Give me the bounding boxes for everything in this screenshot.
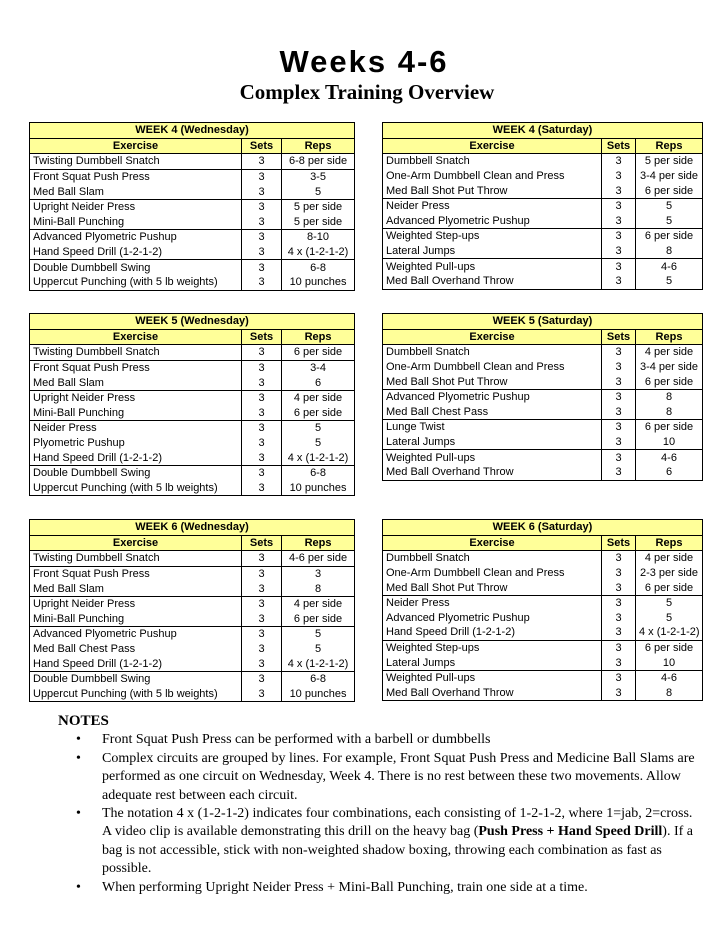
sets-cell: 3 xyxy=(602,169,636,184)
exercise-cell: Advanced Plyometric Pushup xyxy=(30,230,242,245)
exercise-cell: Twisting Dumbbell Snatch xyxy=(30,345,242,361)
sets-column-header: Sets xyxy=(602,535,636,551)
sets-cell: 3 xyxy=(242,245,282,260)
reps-cell: 6 xyxy=(636,465,703,480)
reps-cell: 10 punches xyxy=(282,275,355,290)
sets-cell: 3 xyxy=(242,230,282,245)
exercise-cell: Neider Press xyxy=(383,595,602,610)
table-row xyxy=(383,274,703,289)
sets-cell: 3 xyxy=(602,435,636,450)
reps-column-header: Reps xyxy=(282,535,355,551)
sets-cell: 3 xyxy=(242,390,282,405)
reps-cell: 6 per side xyxy=(636,374,703,389)
table-row xyxy=(383,183,703,198)
week-heading: WEEK 6 (Saturday) xyxy=(383,520,703,536)
sets-cell: 3 xyxy=(242,421,282,436)
sets-cell: 3 xyxy=(602,229,636,244)
exercise-cell: Advanced Plyometric Pushup xyxy=(383,611,602,626)
exercise-cell: Lateral Jumps xyxy=(383,435,602,450)
exercise-cell: Weighted Pull-ups xyxy=(383,670,602,685)
reps-cell: 8 xyxy=(636,405,703,420)
reps-cell: 8-10 xyxy=(282,230,355,245)
note-text: The notation 4 x (1-2-1-2) indicates four combinations, each consisting of 1-2-1-2, where 1=jab, 2=cross. A video clip is available demonstrating this drill on the heavy bag ( xyxy=(102,806,693,840)
exercise-cell: Weighted Pull-ups xyxy=(383,450,602,465)
table-row xyxy=(30,169,355,184)
note-item: • Complex circuits are grouped by lines. For example, Front Squat Push Press and Medicine Ball Slams are performed as one circuit on Wednesday, Week 4. There is no rest between these two movements. Allow adequate rest between each circuit. xyxy=(102,750,698,805)
reps-cell: 6 per side xyxy=(282,612,355,627)
note-item: • Front Squat Push Press can be performed with a barbell or dumbbells xyxy=(102,731,698,749)
exercise-cell: Mini-Ball Punching xyxy=(30,215,242,230)
exercise-cell: Med Ball Shot Put Throw xyxy=(383,580,602,595)
sets-cell: 3 xyxy=(602,625,636,640)
sets-cell: 3 xyxy=(242,275,282,290)
reps-cell: 6-8 xyxy=(282,671,355,686)
exercise-cell: Hand Speed Drill (1-2-1-2) xyxy=(30,656,242,671)
table-row xyxy=(30,671,355,686)
table-row xyxy=(383,169,703,184)
exercise-cell: Plyometric Pushup xyxy=(30,436,242,451)
exercise-cell: Advanced Plyometric Pushup xyxy=(30,627,242,642)
sets-cell: 3 xyxy=(242,596,282,611)
sets-cell: 3 xyxy=(242,184,282,199)
table-row xyxy=(383,625,703,640)
table-row xyxy=(30,245,355,260)
exercise-cell: Med Ball Overhand Throw xyxy=(383,465,602,480)
reps-cell: 8 xyxy=(282,581,355,596)
sets-cell: 3 xyxy=(602,214,636,229)
reps-cell: 5 xyxy=(282,436,355,451)
reps-cell: 5 xyxy=(636,198,703,213)
reps-cell: 3-5 xyxy=(282,169,355,184)
reps-cell: 4 per side xyxy=(636,345,703,360)
sets-cell: 3 xyxy=(242,436,282,451)
exercise-cell: Mini-Ball Punching xyxy=(30,612,242,627)
exercise-cell: Uppercut Punching (with 5 lb weights) xyxy=(30,275,242,290)
reps-column-header: Reps xyxy=(636,138,703,154)
sets-cell: 3 xyxy=(242,260,282,275)
reps-cell: 5 xyxy=(282,421,355,436)
table-row xyxy=(30,612,355,627)
reps-cell: 8 xyxy=(636,686,703,701)
sets-cell: 3 xyxy=(602,551,636,566)
exercise-cell: Med Ball Shot Put Throw xyxy=(383,183,602,198)
reps-cell: 5 xyxy=(282,627,355,642)
sets-cell: 3 xyxy=(602,345,636,360)
reps-cell: 6 per side xyxy=(636,640,703,655)
reps-cell: 6-8 xyxy=(282,465,355,480)
notes-section xyxy=(58,712,698,897)
exercise-cell: Hand Speed Drill (1-2-1-2) xyxy=(30,450,242,465)
table-row xyxy=(383,655,703,670)
exercise-cell: Lateral Jumps xyxy=(383,244,602,259)
week-heading: WEEK 6 (Wednesday) xyxy=(30,520,355,536)
reps-cell: 4 x (1-2-1-2) xyxy=(282,245,355,260)
exercise-cell: Upright Neider Press xyxy=(30,199,242,214)
sets-cell: 3 xyxy=(602,655,636,670)
reps-cell: 4 per side xyxy=(282,596,355,611)
sets-cell: 3 xyxy=(602,580,636,595)
reps-cell: 5 per side xyxy=(636,154,703,169)
reps-cell: 5 xyxy=(282,184,355,199)
sets-cell: 3 xyxy=(242,465,282,480)
sets-cell: 3 xyxy=(602,360,636,375)
exercise-cell: Med Ball Overhand Throw xyxy=(383,274,602,289)
table-row xyxy=(30,390,355,405)
table-row xyxy=(30,215,355,230)
reps-cell: 6 per side xyxy=(282,406,355,421)
sets-cell: 3 xyxy=(602,154,636,169)
table-row xyxy=(383,435,703,450)
exercise-column-header: Exercise xyxy=(383,329,602,345)
table-row xyxy=(30,656,355,671)
reps-cell: 4 per side xyxy=(282,390,355,405)
sets-cell: 3 xyxy=(602,389,636,404)
sets-cell: 3 xyxy=(242,687,282,702)
exercise-cell: Med Ball Slam xyxy=(30,581,242,596)
table-row xyxy=(30,687,355,702)
exercise-cell: Dumbbell Snatch xyxy=(383,154,602,169)
page-subtitle: Complex Training Overview xyxy=(239,80,495,104)
week-heading: WEEK 5 (Wednesday) xyxy=(30,314,355,330)
reps-cell: 5 per side xyxy=(282,215,355,230)
table-row xyxy=(383,670,703,685)
reps-cell: 3-4 per side xyxy=(636,169,703,184)
exercise-cell: Advanced Plyometric Pushup xyxy=(383,214,602,229)
table-row xyxy=(30,596,355,611)
exercise-cell: One-Arm Dumbbell Clean and Press xyxy=(383,566,602,581)
exercise-column-header: Exercise xyxy=(383,138,602,154)
sets-cell: 3 xyxy=(242,671,282,686)
workout-table-w6-wed xyxy=(29,519,355,702)
note-text: ). If a bag is not accessible, stick with non-weighted shadow boxing, throwing each combination as fast as possible. xyxy=(102,824,693,877)
table-row xyxy=(30,199,355,214)
sets-cell: 3 xyxy=(242,551,282,567)
table-row xyxy=(383,465,703,480)
reps-cell: 10 xyxy=(636,655,703,670)
table-row xyxy=(30,465,355,480)
week-heading: WEEK 4 (Saturday) xyxy=(383,123,703,139)
table-row xyxy=(383,686,703,701)
table-row xyxy=(30,627,355,642)
reps-cell: 8 xyxy=(636,244,703,259)
sets-cell: 3 xyxy=(242,169,282,184)
reps-cell: 6 per side xyxy=(636,183,703,198)
exercise-cell: Dumbbell Snatch xyxy=(383,551,602,566)
sets-cell: 3 xyxy=(602,450,636,465)
table-row xyxy=(383,360,703,375)
sets-cell: 3 xyxy=(602,465,636,480)
week-heading: WEEK 5 (Saturday) xyxy=(383,314,703,330)
reps-cell: 4-6 per side xyxy=(282,551,355,567)
reps-cell: 10 punches xyxy=(282,687,355,702)
sets-column-header: Sets xyxy=(242,329,282,345)
sets-cell: 3 xyxy=(602,198,636,213)
reps-column-header: Reps xyxy=(282,329,355,345)
sets-cell: 3 xyxy=(242,612,282,627)
reps-cell: 5 xyxy=(636,595,703,610)
sets-cell: 3 xyxy=(242,154,282,170)
exercise-column-header: Exercise xyxy=(30,329,242,345)
exercise-cell: Front Squat Push Press xyxy=(30,169,242,184)
table-row xyxy=(30,154,355,170)
table-row xyxy=(383,405,703,420)
exercise-cell: Weighted Pull-ups xyxy=(383,259,602,274)
exercise-cell: Mini-Ball Punching xyxy=(30,406,242,421)
video-clip-title: Push Press + Hand Speed Drill xyxy=(478,824,663,840)
workout-table-w5-sat xyxy=(382,313,703,481)
table-row xyxy=(383,551,703,566)
exercise-cell: Double Dumbbell Swing xyxy=(30,671,242,686)
sets-cell: 3 xyxy=(602,670,636,685)
table-row xyxy=(383,420,703,435)
reps-cell: 3-4 xyxy=(282,360,355,375)
reps-cell: 10 xyxy=(636,435,703,450)
reps-cell: 4-6 xyxy=(636,670,703,685)
reps-column-header: Reps xyxy=(636,329,703,345)
exercise-cell: Front Squat Push Press xyxy=(30,566,242,581)
table-row xyxy=(30,230,355,245)
reps-cell: 6 per side xyxy=(636,580,703,595)
exercise-cell: Advanced Plyometric Pushup xyxy=(383,389,602,404)
page-title: Weeks 4-6 xyxy=(279,44,449,79)
table-row xyxy=(30,581,355,596)
sets-cell: 3 xyxy=(602,374,636,389)
table-row xyxy=(383,229,703,244)
sets-cell: 3 xyxy=(602,405,636,420)
exercise-cell: Med Ball Slam xyxy=(30,184,242,199)
exercise-cell: Hand Speed Drill (1-2-1-2) xyxy=(383,625,602,640)
reps-cell: 5 xyxy=(636,214,703,229)
notes-heading: NOTES xyxy=(58,713,109,729)
exercise-cell: Uppercut Punching (with 5 lb weights) xyxy=(30,687,242,702)
reps-cell: 4 x (1-2-1-2) xyxy=(282,656,355,671)
table-row xyxy=(383,345,703,360)
table-row xyxy=(30,551,355,567)
reps-column-header: Reps xyxy=(282,138,355,154)
exercise-cell: Weighted Step-ups xyxy=(383,229,602,244)
sets-cell: 3 xyxy=(242,481,282,496)
exercise-cell: Twisting Dumbbell Snatch xyxy=(30,154,242,170)
exercise-cell: Double Dumbbell Swing xyxy=(30,260,242,275)
table-row xyxy=(30,375,355,390)
sets-cell: 3 xyxy=(602,640,636,655)
table-row xyxy=(383,389,703,404)
reps-cell: 3-4 per side xyxy=(636,360,703,375)
workout-table-w4-wed xyxy=(29,122,355,291)
workout-table-w6-sat xyxy=(382,519,703,701)
exercise-cell: Med Ball Chest Pass xyxy=(30,642,242,657)
table-row xyxy=(383,154,703,169)
reps-cell: 4 x (1-2-1-2) xyxy=(636,625,703,640)
table-row xyxy=(30,450,355,465)
sets-cell: 3 xyxy=(242,450,282,465)
table-row xyxy=(383,611,703,626)
table-row xyxy=(383,580,703,595)
exercise-column-header: Exercise xyxy=(383,535,602,551)
reps-cell: 4 x (1-2-1-2) xyxy=(282,450,355,465)
exercise-cell: Neider Press xyxy=(383,198,602,213)
exercise-cell: Upright Neider Press xyxy=(30,390,242,405)
sets-cell: 3 xyxy=(242,642,282,657)
exercise-cell: Hand Speed Drill (1-2-1-2) xyxy=(30,245,242,260)
sets-column-header: Sets xyxy=(602,138,636,154)
exercise-cell: One-Arm Dumbbell Clean and Press xyxy=(383,360,602,375)
exercise-cell: Weighted Step-ups xyxy=(383,640,602,655)
exercise-cell: Neider Press xyxy=(30,421,242,436)
table-row xyxy=(30,360,355,375)
exercise-cell: Lunge Twist xyxy=(383,420,602,435)
reps-cell: 6-8 xyxy=(282,260,355,275)
sets-cell: 3 xyxy=(602,566,636,581)
sets-cell: 3 xyxy=(242,566,282,581)
reps-cell: 6-8 per side xyxy=(282,154,355,170)
table-row xyxy=(30,566,355,581)
sets-column-header: Sets xyxy=(242,535,282,551)
table-row xyxy=(383,566,703,581)
note-item xyxy=(102,805,698,879)
workout-table-w5-wed xyxy=(29,313,355,496)
sets-cell: 3 xyxy=(602,183,636,198)
reps-cell: 10 punches xyxy=(282,481,355,496)
sets-column-header: Sets xyxy=(602,329,636,345)
sets-cell: 3 xyxy=(602,274,636,289)
sets-cell: 3 xyxy=(602,259,636,274)
note-item: • When performing Upright Neider Press + Mini-Ball Punching, train one side at a time. xyxy=(102,879,698,897)
reps-cell: 8 xyxy=(636,389,703,404)
sets-cell: 3 xyxy=(242,215,282,230)
reps-cell: 6 per side xyxy=(636,420,703,435)
table-row xyxy=(383,374,703,389)
exercise-cell: Med Ball Slam xyxy=(30,375,242,390)
table-row xyxy=(383,244,703,259)
table-row xyxy=(383,198,703,213)
table-row xyxy=(30,436,355,451)
sets-cell: 3 xyxy=(242,406,282,421)
table-row xyxy=(30,481,355,496)
exercise-column-header: Exercise xyxy=(30,138,242,154)
sets-cell: 3 xyxy=(242,656,282,671)
sets-cell: 3 xyxy=(602,686,636,701)
sets-cell: 3 xyxy=(242,345,282,361)
exercise-cell: Double Dumbbell Swing xyxy=(30,465,242,480)
table-row xyxy=(30,345,355,361)
table-row xyxy=(383,259,703,274)
table-row xyxy=(30,406,355,421)
sets-cell: 3 xyxy=(602,595,636,610)
exercise-cell: Twisting Dumbbell Snatch xyxy=(30,551,242,567)
table-row xyxy=(30,421,355,436)
table-row xyxy=(383,214,703,229)
exercise-cell: Uppercut Punching (with 5 lb weights) xyxy=(30,481,242,496)
sets-cell: 3 xyxy=(242,199,282,214)
exercise-cell: Lateral Jumps xyxy=(383,655,602,670)
table-row xyxy=(383,595,703,610)
exercise-cell: Med Ball Overhand Throw xyxy=(383,686,602,701)
exercise-cell: Dumbbell Snatch xyxy=(383,345,602,360)
sets-cell: 3 xyxy=(242,627,282,642)
reps-cell: 4 per side xyxy=(636,551,703,566)
exercise-cell: Front Squat Push Press xyxy=(30,360,242,375)
reps-column-header: Reps xyxy=(636,535,703,551)
sets-cell: 3 xyxy=(242,581,282,596)
table-row xyxy=(30,642,355,657)
table-row xyxy=(383,450,703,465)
table-row xyxy=(383,640,703,655)
table-row xyxy=(30,275,355,290)
reps-cell: 4-6 xyxy=(636,450,703,465)
reps-cell: 5 xyxy=(282,642,355,657)
workout-table-w4-sat xyxy=(382,122,703,290)
table-row xyxy=(30,260,355,275)
reps-cell: 6 per side xyxy=(282,345,355,361)
sets-cell: 3 xyxy=(242,375,282,390)
reps-cell: 2-3 per side xyxy=(636,566,703,581)
sets-column-header: Sets xyxy=(242,138,282,154)
sets-cell: 3 xyxy=(602,244,636,259)
reps-cell: 5 per side xyxy=(282,199,355,214)
sets-cell: 3 xyxy=(242,360,282,375)
exercise-cell: Upright Neider Press xyxy=(30,596,242,611)
table-row xyxy=(30,184,355,199)
sets-cell: 3 xyxy=(602,611,636,626)
reps-cell: 5 xyxy=(636,611,703,626)
reps-cell: 6 per side xyxy=(636,229,703,244)
exercise-column-header: Exercise xyxy=(30,535,242,551)
exercise-cell: Med Ball Shot Put Throw xyxy=(383,374,602,389)
sets-cell: 3 xyxy=(602,420,636,435)
reps-cell: 3 xyxy=(282,566,355,581)
week-heading: WEEK 4 (Wednesday) xyxy=(30,123,355,139)
exercise-cell: One-Arm Dumbbell Clean and Press xyxy=(383,169,602,184)
notes-list xyxy=(58,731,698,897)
reps-cell: 5 xyxy=(636,274,703,289)
reps-cell: 4-6 xyxy=(636,259,703,274)
reps-cell: 6 xyxy=(282,375,355,390)
exercise-cell: Med Ball Chest Pass xyxy=(383,405,602,420)
